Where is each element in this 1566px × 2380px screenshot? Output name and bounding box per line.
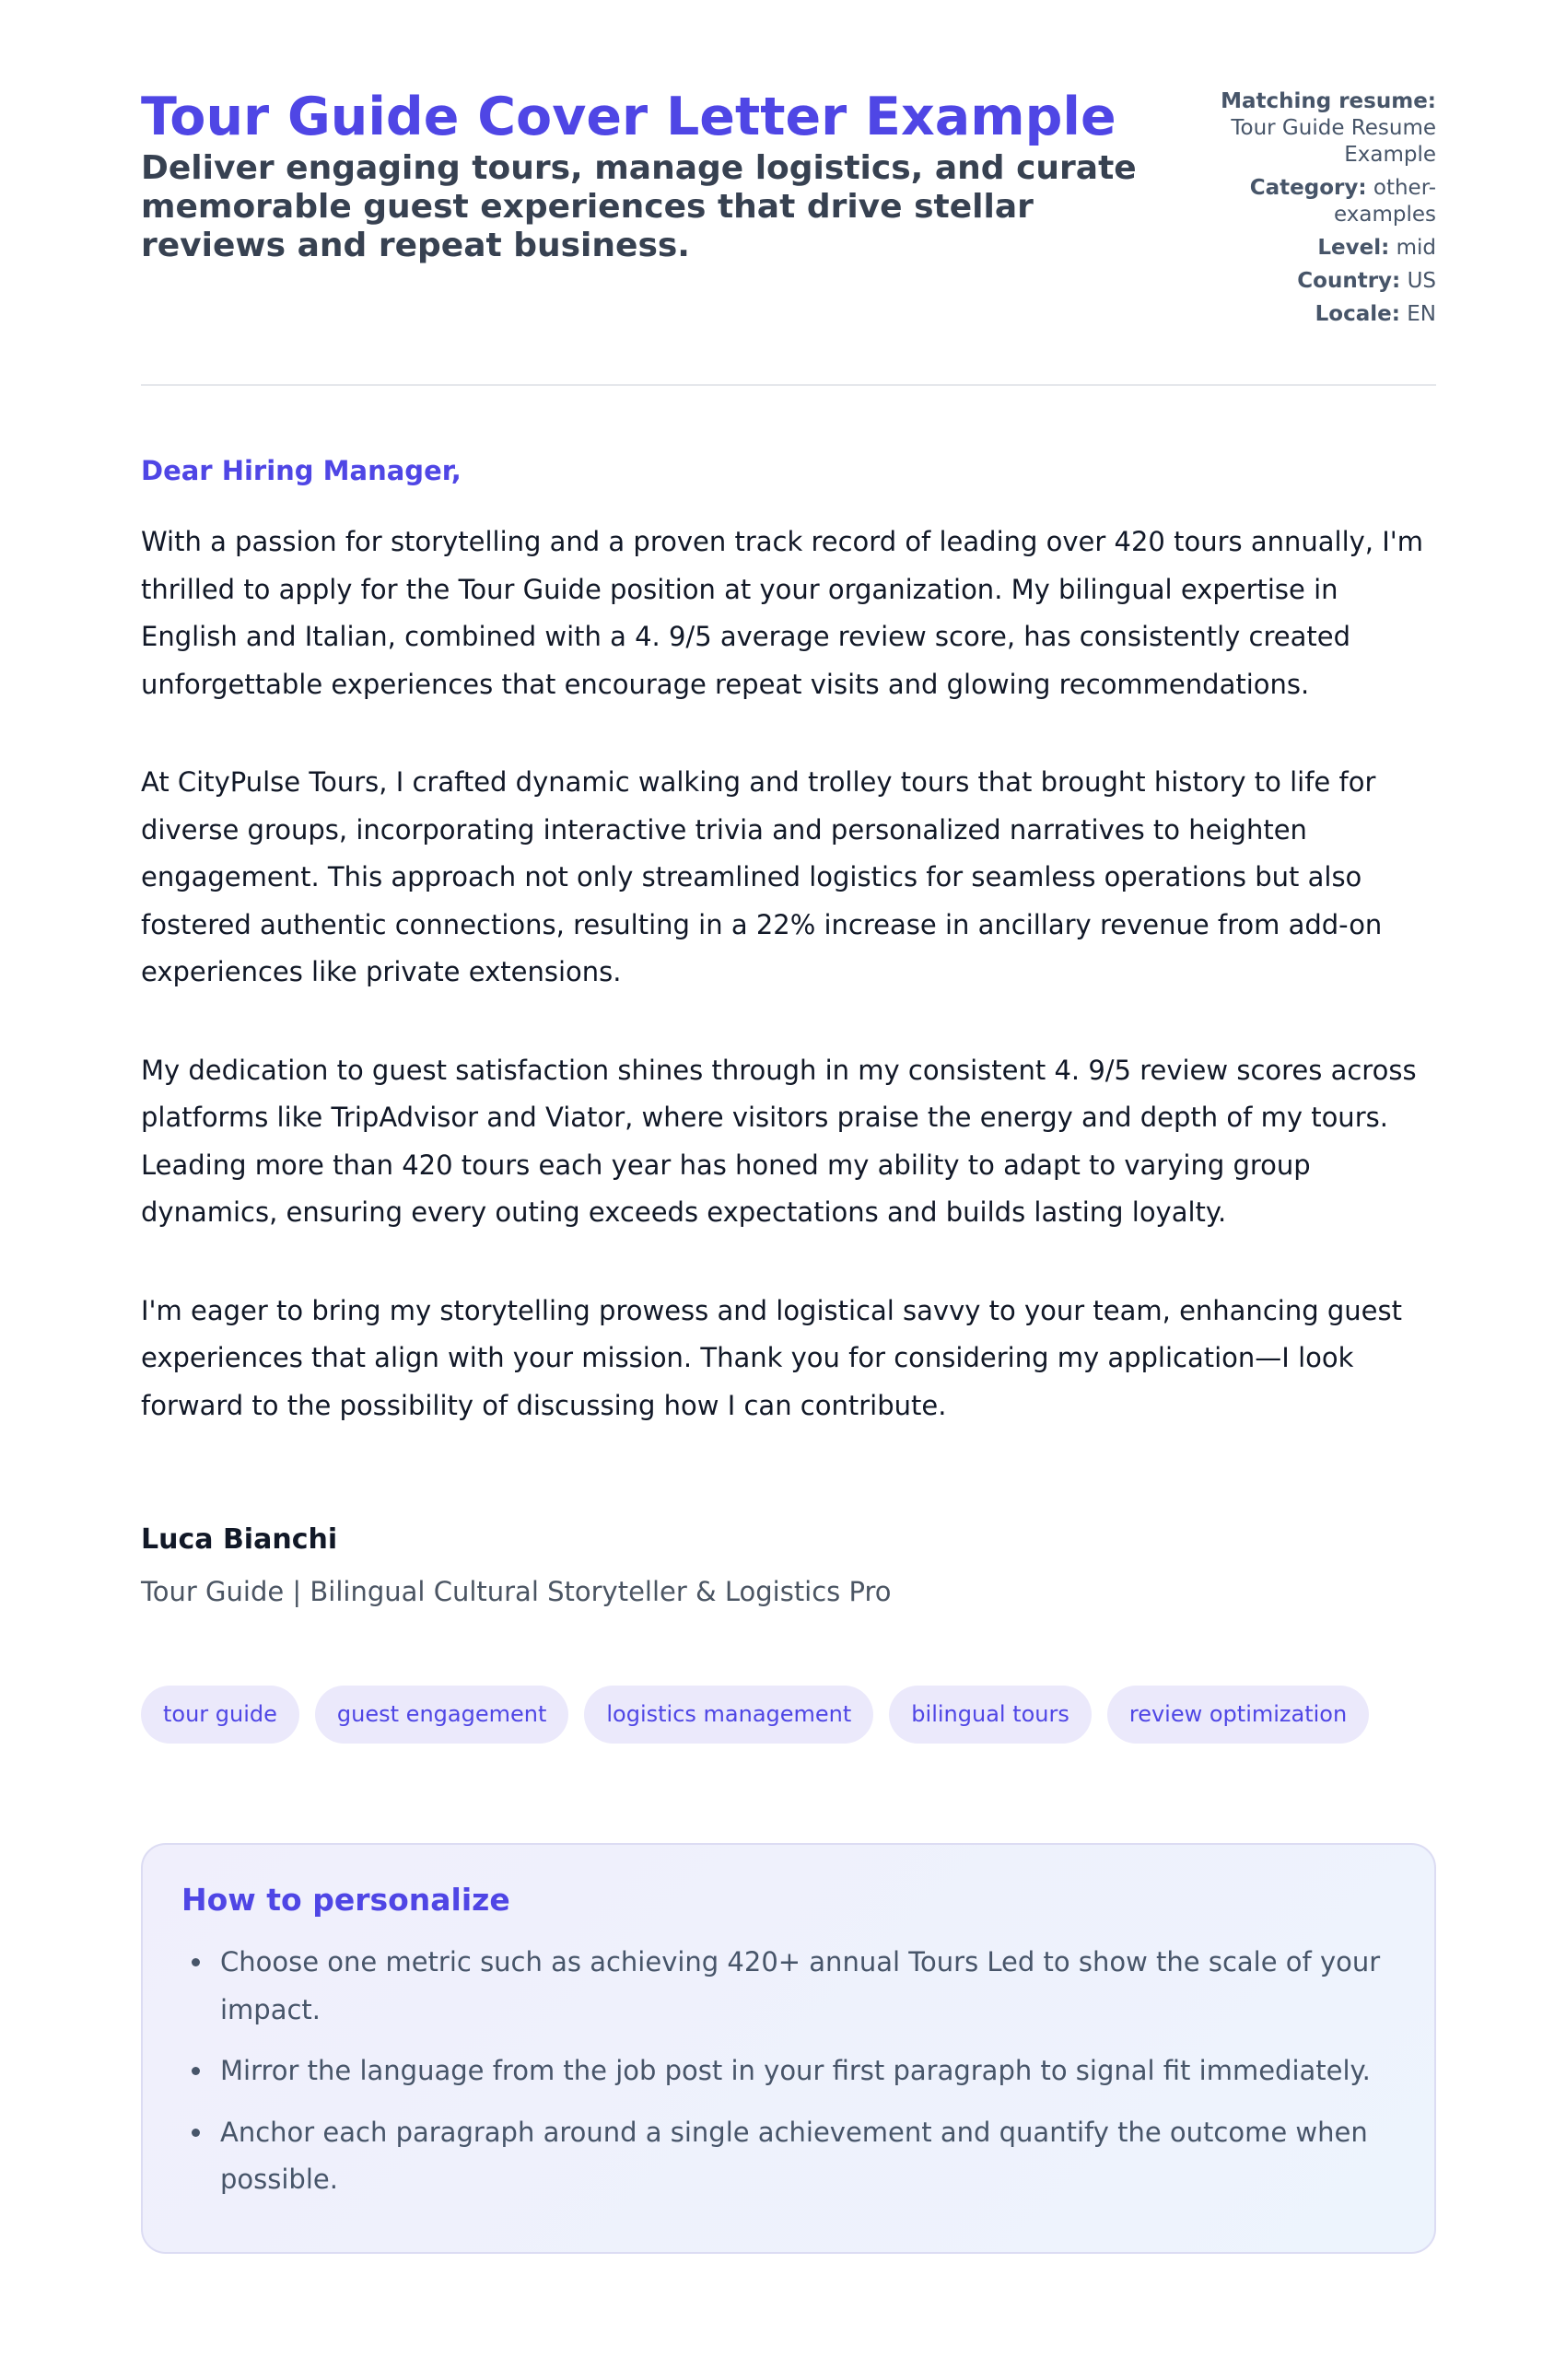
meta-label: Level: [1317,236,1390,260]
signature-name: Luca Bianchi [141,1523,338,1556]
meta-locale [1197,301,1436,328]
tag: logistics management [584,1686,873,1744]
tips-heading: How to personalize [181,1882,510,1918]
letter-paragraph: With a passion for storytelling and a proven track record of leading over 420 tours annually, I'm thrilled to apply for the Tour Guide position at your organization. My bilingual expertise in English and Italian, combined with a 4. 9/5 average review score, has consistently created unforgettable experiences that encourage repeat visits and glowing recommendations. [141,526,1423,700]
tip-item: • Choose one metric such as achieving 420+ annual Tours Led to show the scale of your impact. [215,1939,1396,2034]
meta-label: Matching resume: [1221,89,1436,113]
greeting: Dear Hiring Manager, [141,455,462,486]
meta-label: Locale: [1315,302,1400,326]
tag: bilingual tours [889,1686,1092,1744]
tips-list [181,1939,1396,2204]
page-title: Tour Guide Cover Letter Example [141,87,1116,147]
meta-label: Country: [1297,269,1401,293]
letter-paragraph: My dedication to guest satisfaction shines through in my consistent 4. 9/5 review scores across platforms like TripAdvisor and Viator, where visitors praise the energy and depth of my tours. Leading more than 420 tours each year has honed my ability to adapt to varying group dynamics, ensuring every outing exceeds expectations and builds lasting loyalty. [141,1054,1417,1228]
page-subtitle: Deliver engaging tours, manage logistics, and curate memorable guest experiences that drive stellar reviews and repeat business. [141,149,1137,264]
title-block [141,85,1154,334]
tip-item: • Mirror the language from the job post in your first paragraph to signal fit immediately. [215,2048,1396,2095]
meta-label: Category: [1249,176,1367,200]
page-header [141,0,1436,386]
meta-category [1197,175,1436,228]
meta-value: EN [1407,302,1436,326]
meta-country [1197,268,1436,295]
meta-info [1197,88,1436,334]
tag-list [141,1686,1436,1744]
meta-value: other-examples [1334,176,1436,227]
signature-title: Tour Guide | Bilingual Cultural Storyteller & Logistics Pro [141,1576,892,1607]
meta-level [1197,235,1436,262]
meta-matching-resume [1197,88,1436,169]
tag: review optimization [1107,1686,1369,1744]
tag: guest engagement [315,1686,568,1744]
meta-value: US [1407,269,1436,293]
personalize-tips-box [141,1843,1436,2254]
tag: tour guide [141,1686,299,1744]
letter-paragraph: I'm eager to bring my storytelling prowess and logistical savvy to your team, enhancing guest experiences that align with your mission. Thank you for considering my application—I look forward to the possibility of discussing how I can contribute. [141,1294,1402,1421]
meta-value: mid [1396,236,1436,260]
letter-paragraph: At CityPulse Tours, I crafted dynamic walking and trolley tours that brought history to life for diverse groups, incorporating interactive trivia and personalized narratives to heighten engagement. This approach not only streamlined logistics for seamless operations but also fostered authentic connections, resulting in a 22% increase in ancillary revenue from add-on experiences like private extensions. [141,766,1383,987]
tip-item: • Anchor each paragraph around a single achievement and quantify the outcome when possible. [215,2109,1396,2204]
meta-value: Tour Guide Resume Example [1231,116,1436,167]
cover-letter-page [141,0,1436,2254]
